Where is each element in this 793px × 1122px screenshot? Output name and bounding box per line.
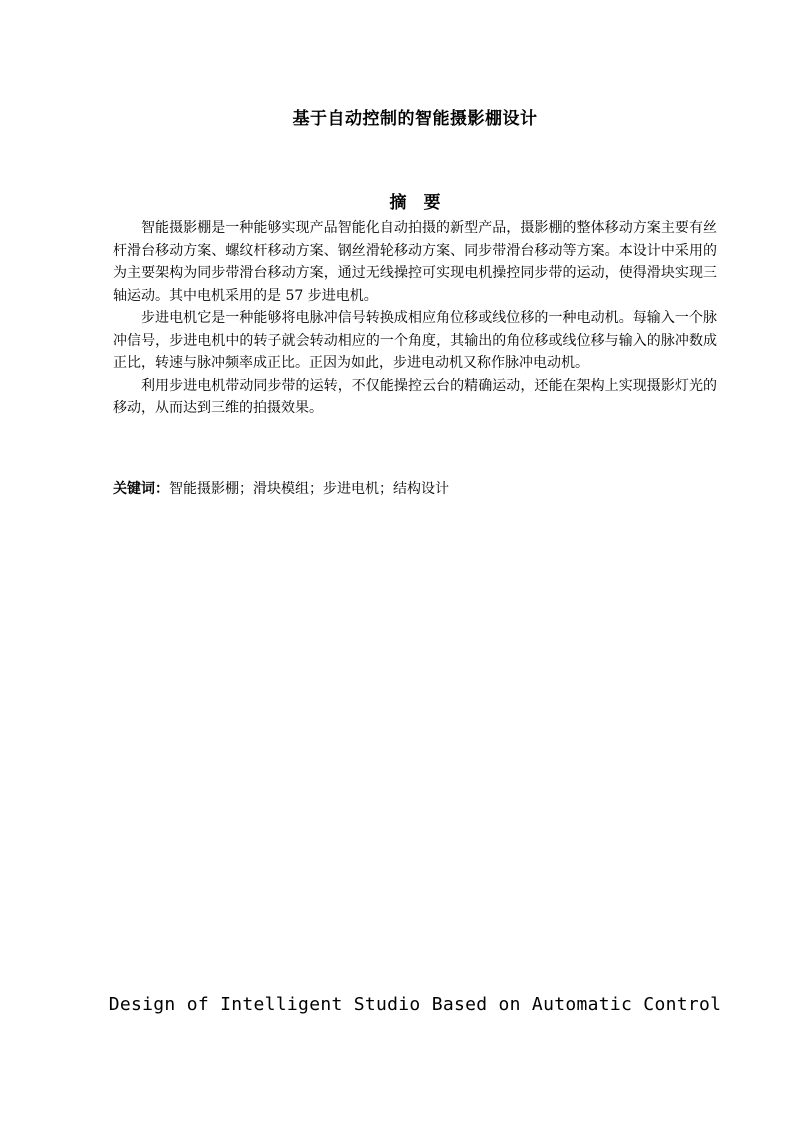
abstract-paragraph: 智能摄影棚是一种能够实现产品智能化自动拍摄的新型产品，摄影棚的整体移动方案主要有丝杆滑台移动方案、螺纹杆移动方案、钢丝滑轮移动方案、同步带滑台移动等方案。本设计中采用的为主要架构为同步带滑台移动方案，通过无线操控可实现电机操控同步带的运动，使得滑块实现三轴运动。其中电机采用的是 57 步进电机。 — [113, 220, 717, 304]
abstract-paragraph: 利用步进电机带动同步带的运转，不仅能操控云台的精确运动，还能在架构上实现摄影灯光的移动，从而达到三维的拍摄效果。 — [113, 377, 717, 416]
keywords-value: 智能摄影棚；滑块模组；步进电机；结构设计 — [169, 481, 449, 497]
document-title: 基于自动控制的智能摄影棚设计 — [292, 109, 538, 129]
abstract-heading: 摘 要 — [389, 193, 441, 213]
abstract-body — [113, 217, 717, 420]
keywords-label: 关键词： — [113, 481, 169, 497]
english-title: Design of Intelligent Studio Based on Automatic Control — [108, 994, 722, 1015]
keywords-line — [113, 479, 717, 499]
abstract-paragraph: 步进电机它是一种能够将电脉冲信号转换成相应角位移或线位移的一种电动机。每输入一个脉冲信号，步进电机中的转子就会转动相应的一个角度，其输出的角位移或线位移与输入的脉冲数成正比，转速与脉冲频率成正比。正因为如此，步进电动机又称作脉冲电动机。 — [113, 310, 717, 371]
